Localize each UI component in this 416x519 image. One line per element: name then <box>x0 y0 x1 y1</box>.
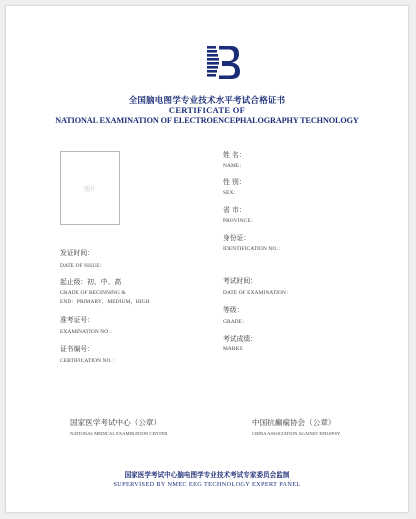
sex-label-cn: 性 别： <box>223 178 246 186</box>
supervised-by-en: SUPERVISED BY NMEC EEG TECHNOLOGY EXPERT PANEL <box>113 481 301 488</box>
marks-label-cn: 考试成绩： <box>223 335 257 343</box>
name-label-en: NAME： <box>223 163 245 169</box>
exam-date-label-cn: 考试时间： <box>223 277 257 285</box>
issuer-right-en: CHINA ASSOCIATION AGAINST EPILEPSY <box>252 431 341 436</box>
certificate-title-cn: 全国脑电图学专业技术水平考试合格证书 <box>128 96 286 106</box>
province-label-en: PROVINCE： <box>223 218 257 224</box>
grade-level-label-en-line2: END：PRIMARY，MEDIUM，HIGH <box>60 299 150 305</box>
cert-no-label-en: CERTIFICATION NO.： <box>60 358 118 364</box>
issuer-right-cn: 中国抗癫痫协会（公章） <box>252 418 336 427</box>
grade-level-label-cn: 起止级：初、中、高 <box>60 278 122 286</box>
grade-level-label-en-line1: GRADE OF BEGINNING & <box>60 290 126 296</box>
cert-no-label-cn: 证书编号： <box>60 345 94 353</box>
exam-no-label-cn: 准考证号： <box>60 316 94 324</box>
sex-label-en: SEX： <box>223 190 239 196</box>
marks-label-en: MARKS <box>223 346 243 352</box>
grade-label-en: GRADE： <box>223 319 248 325</box>
certificate-title-en-line2: NATIONAL EXAMINATION OF ELECTROENCEPHALOGRAPHY TECHNOLOGY <box>55 116 359 125</box>
province-label-cn: 省 市： <box>223 206 246 214</box>
issuer-left-en: NATIONAL MEDICAL EXAMINATION CENTER <box>70 431 168 436</box>
name-label-cn: 姓 名： <box>223 151 246 159</box>
id-label-cn: 身份证： <box>223 234 251 242</box>
issue-date-label-cn: 发证时间： <box>60 249 94 257</box>
id-label-en: IDENTIFICATION NO.： <box>223 246 284 252</box>
exam-date-label-en: DATE OF EXAMINATION： <box>223 290 292 296</box>
issuer-left-cn: 国家医学考试中心（公章） <box>70 418 162 427</box>
grade-label-cn: 等级： <box>223 306 244 314</box>
exam-no-label-en: EXAMINATION NO.： <box>60 329 116 335</box>
certificate-page <box>6 6 408 512</box>
certificate-title-en-line1: CERTIFICATE OF <box>168 105 246 115</box>
supervised-by-cn: 国家医学考试中心脑电图学专业技术考试专家委员会监制 <box>124 471 290 479</box>
photo-placeholder <box>60 151 120 225</box>
photo-label: 照片 <box>83 186 96 193</box>
issue-date-label-en: DATE OF ISSUE： <box>60 263 106 269</box>
eeg-exam-logo-icon <box>205 44 241 82</box>
